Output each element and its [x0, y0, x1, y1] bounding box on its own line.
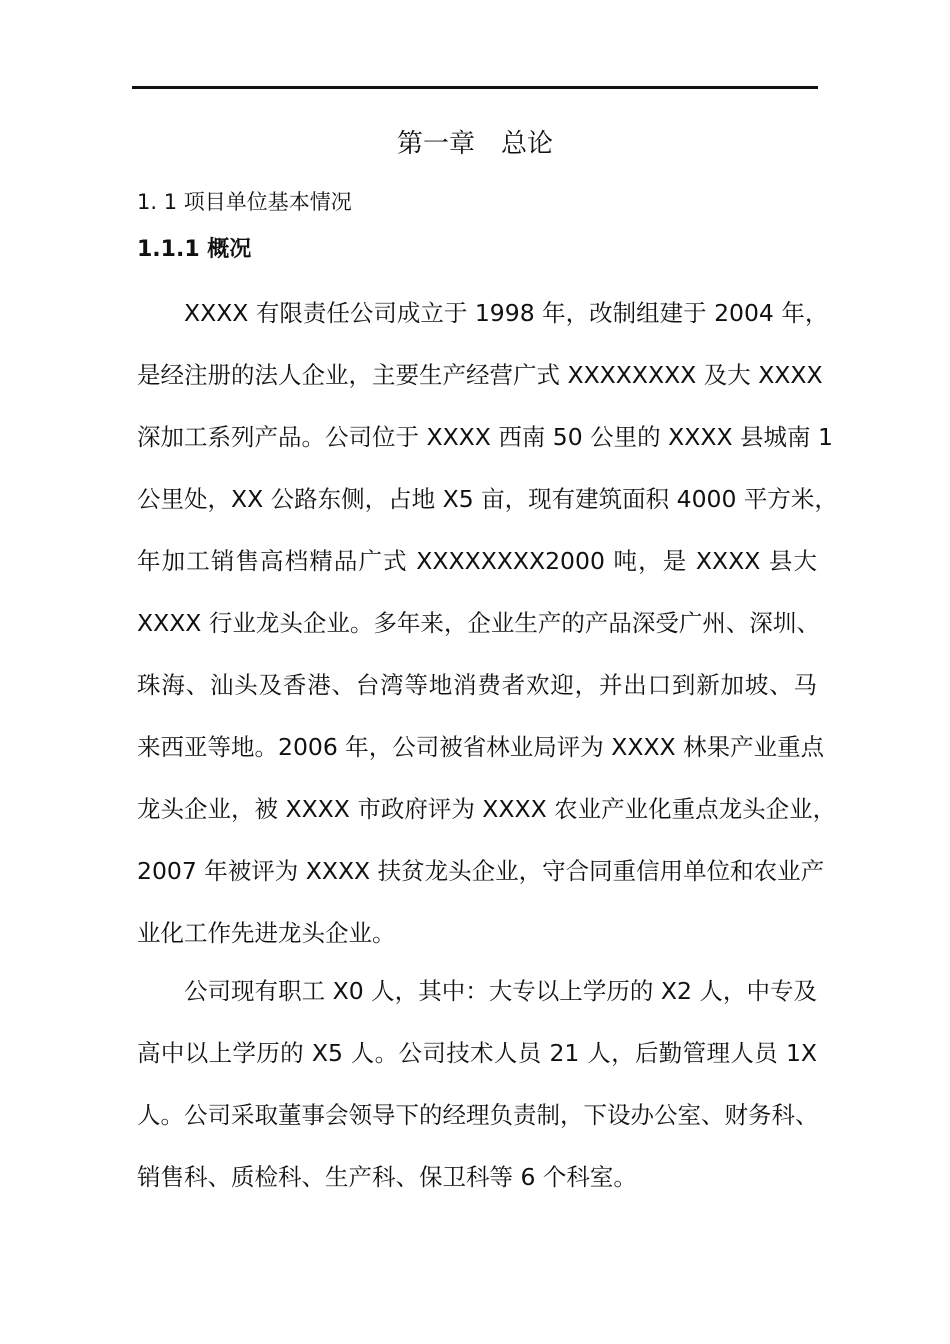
paragraph-line: 来西亚等地。2006 年，公司被省林业局评为 XXXX 林果产业重点 — [137, 733, 825, 761]
paragraph-line: 珠海、汕头及香港、台湾等地消费者欢迎，并出口到新加坡、马 — [137, 671, 817, 699]
paragraph-staff — [137, 960, 817, 1208]
paragraph-line: XXXX 行业龙头企业。多年来，企业生产的产品深受广州、深圳、 — [137, 609, 820, 637]
section-heading: 1. 1 项目单位基本情况 — [137, 190, 352, 214]
paragraph-line: 销售科、质检科、生产科、保卫科等 6 个科室。 — [137, 1163, 637, 1191]
paragraph-line: 龙头企业，被 XXXX 市政府评为 XXXX 农业产业化重点龙头企业， — [137, 795, 837, 823]
paragraph-line: 是经注册的法人企业，主要生产经营广式 XXXXXXXX 及大 XXXX — [137, 361, 823, 389]
paragraph-line: 高中以上学历的 X5 人。公司技术人员 21 人，后勤管理人员 1X — [137, 1039, 817, 1067]
chapter-title: 第一章 总论 — [396, 129, 553, 159]
paragraph-line: 年加工销售高档精品广式 XXXXXXXX2000 吨，是 XXXX 县大 — [137, 547, 817, 575]
header-rule — [132, 86, 818, 89]
paragraph-line: 业化工作先进龙头企业。 — [137, 919, 396, 947]
paragraph-company-overview — [137, 282, 838, 964]
paragraph-line: 人。公司采取董事会领导下的经理负责制，下设办公室、财务科、 — [137, 1101, 819, 1129]
subsection-heading: 1.1.1 概况 — [137, 237, 252, 262]
paragraph-line: 深加工系列产品。公司位于 XXXX 西南 50 公里的 XXXX 县城南 1 — [137, 423, 833, 451]
paragraph-line: XXXX 有限责任公司成立于 1998 年，改制组建于 2004 年， — [184, 299, 829, 327]
paragraph-line: 2007 年被评为 XXXX 扶贫龙头企业，守合同重信用单位和农业产 — [137, 857, 825, 885]
paragraph-line: 公里处，XX 公路东侧，占地 X5 亩，现有建筑面积 4000 平方米， — [137, 485, 838, 513]
paragraph-line: 公司现有职工 X0 人，其中：大专以上学历的 X2 人，中专及 — [184, 977, 817, 1005]
